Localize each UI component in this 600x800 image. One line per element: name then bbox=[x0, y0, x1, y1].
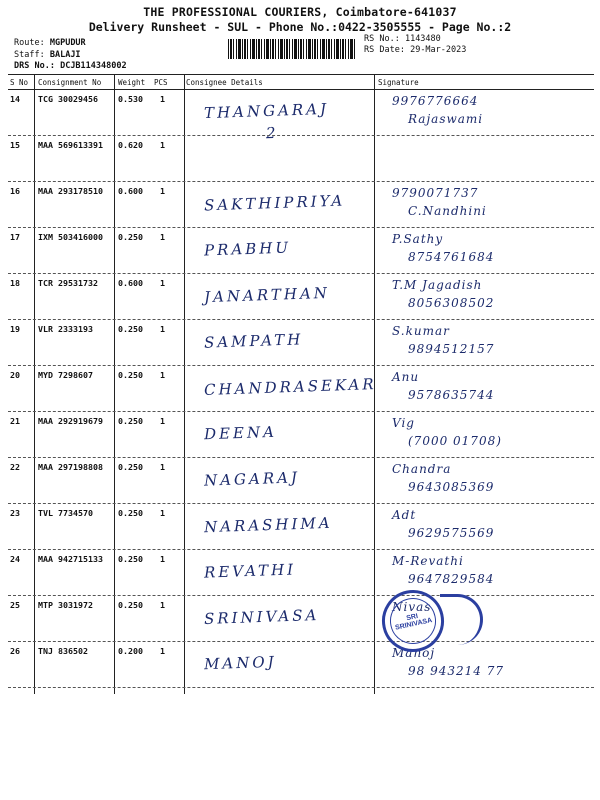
row-consignment: MYD 7298607 bbox=[38, 370, 93, 380]
consignee-name: SAKTHIPRIYA bbox=[203, 191, 346, 215]
col-consignee: Consignee Details bbox=[186, 78, 263, 87]
col-weight: Weight bbox=[118, 78, 146, 87]
row-weight: 0.250 bbox=[118, 416, 143, 426]
table-row bbox=[8, 90, 594, 143]
table-row bbox=[8, 596, 594, 642]
stamp-text: SRI SRINIVASA bbox=[386, 594, 441, 649]
row-pcs: 1 bbox=[160, 462, 165, 472]
table-row bbox=[8, 642, 594, 688]
row-sno: 18 bbox=[10, 278, 20, 288]
row-consignment: TCG 30029456 bbox=[38, 94, 98, 104]
row-sno: 20 bbox=[10, 370, 20, 380]
signature-line-1: Anu bbox=[392, 370, 420, 384]
route-label: Route: bbox=[14, 38, 45, 48]
signature-line-1: S.kumar bbox=[392, 324, 450, 338]
row-weight: 0.250 bbox=[118, 462, 143, 472]
signature-line-1: 9976776664 bbox=[392, 94, 479, 108]
col-sno: S No bbox=[10, 78, 29, 87]
row-consignment: VLR 2333193 bbox=[38, 324, 93, 334]
route-meta bbox=[14, 38, 127, 73]
row-sno: 15 bbox=[10, 140, 20, 150]
rs-date-value: 29-Mar-2023 bbox=[410, 45, 467, 55]
consignee-name: DEENA bbox=[203, 422, 278, 444]
row-consignment: MTP 3031972 bbox=[38, 600, 93, 610]
row-consignment: MAA 569613391 bbox=[38, 140, 103, 150]
row-weight: 0.250 bbox=[118, 370, 143, 380]
row-sno: 17 bbox=[10, 232, 20, 242]
table-header bbox=[8, 74, 594, 90]
row-divider bbox=[8, 687, 594, 688]
signature-line-1: Chandra bbox=[392, 462, 452, 476]
signature-line-1: Vig bbox=[392, 416, 415, 430]
table-row bbox=[8, 504, 594, 550]
row-consignment: MAA 292919679 bbox=[38, 416, 103, 426]
row-pcs: 1 bbox=[160, 278, 165, 288]
row-sno: 26 bbox=[10, 646, 20, 656]
consignee-name: THANGARAJ bbox=[203, 99, 330, 123]
row-pcs: 1 bbox=[160, 324, 165, 334]
table-row bbox=[8, 458, 594, 504]
runsheet-subtitle: Delivery Runsheet - SUL - Phone No.:0422-3505555 - Page No.:2 bbox=[88, 20, 512, 34]
staff-value: BALAJI bbox=[49, 49, 81, 60]
signature-line-1: 9790071737 bbox=[392, 186, 479, 200]
row-consignment: TCR 29531732 bbox=[38, 278, 98, 288]
signature-line-2: 9643085369 bbox=[408, 480, 495, 494]
consignee-name: NARASHIMA bbox=[203, 513, 333, 537]
signature-line-2: Rajaswami bbox=[408, 112, 484, 126]
consignee-name: SRINIVASA bbox=[203, 605, 320, 629]
consignee-name: SAMPATH bbox=[203, 330, 304, 352]
table-row bbox=[8, 412, 594, 458]
row-sno: 23 bbox=[10, 508, 20, 518]
row-consignment: TVL 7734570 bbox=[38, 508, 93, 518]
row-sno: 22 bbox=[10, 462, 20, 472]
signature-line-1: M-Revathi bbox=[392, 554, 464, 568]
row-consignment: IXM 503416000 bbox=[38, 232, 103, 242]
row-consignment: TNJ 836502 bbox=[38, 646, 88, 656]
consignee-name: PRABHU bbox=[203, 238, 292, 260]
consignee-name: NAGARAJ bbox=[203, 468, 301, 490]
row-pcs: 1 bbox=[160, 416, 165, 426]
row-weight: 0.200 bbox=[118, 646, 143, 656]
row-weight: 0.250 bbox=[118, 554, 143, 564]
signature-line-2: (7000 01708) bbox=[408, 434, 502, 448]
drs-value: DCJB114348002 bbox=[60, 61, 127, 71]
row-pcs: 1 bbox=[160, 370, 165, 380]
row-pcs: 1 bbox=[160, 186, 165, 196]
table-row bbox=[8, 320, 594, 366]
signature-line-2: 9629575569 bbox=[408, 526, 495, 540]
row-pcs: 1 bbox=[160, 646, 165, 656]
row-pcs: 1 bbox=[160, 94, 165, 104]
row-pcs: 1 bbox=[160, 232, 165, 242]
rs-no-value: 1143480 bbox=[404, 34, 441, 44]
row-weight: 0.600 bbox=[118, 278, 143, 288]
signature-line-2: 8056308502 bbox=[408, 296, 495, 310]
row-weight: 0.250 bbox=[118, 508, 143, 518]
row-pcs: 1 bbox=[160, 140, 165, 150]
consignee-name: JANARTHAN bbox=[203, 283, 331, 307]
signature-line-1: T.M Jagadish bbox=[392, 278, 483, 292]
signature-line-2: 9647829584 bbox=[408, 572, 495, 586]
signature-line-1: Adt bbox=[392, 508, 417, 522]
row-sno: 24 bbox=[10, 554, 20, 564]
rs-meta bbox=[364, 34, 466, 56]
drs-label: DRS No.: bbox=[14, 61, 55, 71]
table-row bbox=[8, 182, 594, 228]
signature-line-2: 98 943214 77 bbox=[408, 664, 504, 678]
consignee-name: CHANDRASEKAR bbox=[203, 374, 377, 400]
row-sno: 14 bbox=[10, 94, 20, 104]
row-consignment: MAA 297198808 bbox=[38, 462, 103, 472]
runsheet-table bbox=[8, 74, 594, 694]
barcode bbox=[228, 39, 356, 59]
runsheet-title: THE PROFESSIONAL COURIERS, Coimbatore-641037 bbox=[143, 5, 457, 19]
table-row bbox=[8, 136, 594, 182]
signature-line-2: 9578635744 bbox=[408, 388, 495, 402]
row-sno: 19 bbox=[10, 324, 20, 334]
signature-line-2: 9894512157 bbox=[408, 342, 495, 356]
staff-label: Staff: bbox=[14, 49, 45, 60]
col-signature: Signature bbox=[378, 78, 419, 87]
row-weight: 0.600 bbox=[118, 186, 143, 196]
row-sno: 25 bbox=[10, 600, 20, 610]
row-weight: 0.620 bbox=[118, 140, 143, 150]
table-row bbox=[8, 228, 594, 274]
signature-line-1: Manoj bbox=[392, 646, 436, 660]
row-weight: 0.250 bbox=[118, 600, 143, 610]
consignee-note: 2 bbox=[265, 123, 279, 143]
row-pcs: 1 bbox=[160, 554, 165, 564]
table-row bbox=[8, 274, 594, 320]
col-consignment: Consignment No bbox=[38, 78, 102, 87]
row-weight: 0.250 bbox=[118, 232, 143, 242]
table-row bbox=[8, 550, 594, 596]
row-weight: 0.530 bbox=[118, 94, 143, 104]
row-sno: 21 bbox=[10, 416, 20, 426]
row-consignment: MAA 293178510 bbox=[38, 186, 103, 196]
signature-line-2: 8754761684 bbox=[408, 250, 495, 264]
row-consignment: MAA 942715133 bbox=[38, 554, 103, 564]
signature-line-2: C.Nandhini bbox=[408, 204, 487, 218]
route-value: MGPUDUR bbox=[49, 38, 86, 48]
row-pcs: 1 bbox=[160, 600, 165, 610]
consignee-name: REVATHI bbox=[203, 560, 297, 582]
consignee-name: MANOJ bbox=[203, 652, 277, 674]
row-pcs: 1 bbox=[160, 508, 165, 518]
row-sno: 16 bbox=[10, 186, 20, 196]
table-row bbox=[8, 366, 594, 412]
col-pcs: PCS bbox=[154, 78, 168, 87]
signature-line-1: P.Sathy bbox=[392, 232, 444, 246]
row-weight: 0.250 bbox=[118, 324, 143, 334]
signature-line-1: Nivas bbox=[392, 600, 432, 614]
rs-date-label: RS Date: bbox=[364, 45, 405, 55]
rs-no-label: RS No.: bbox=[364, 34, 400, 44]
